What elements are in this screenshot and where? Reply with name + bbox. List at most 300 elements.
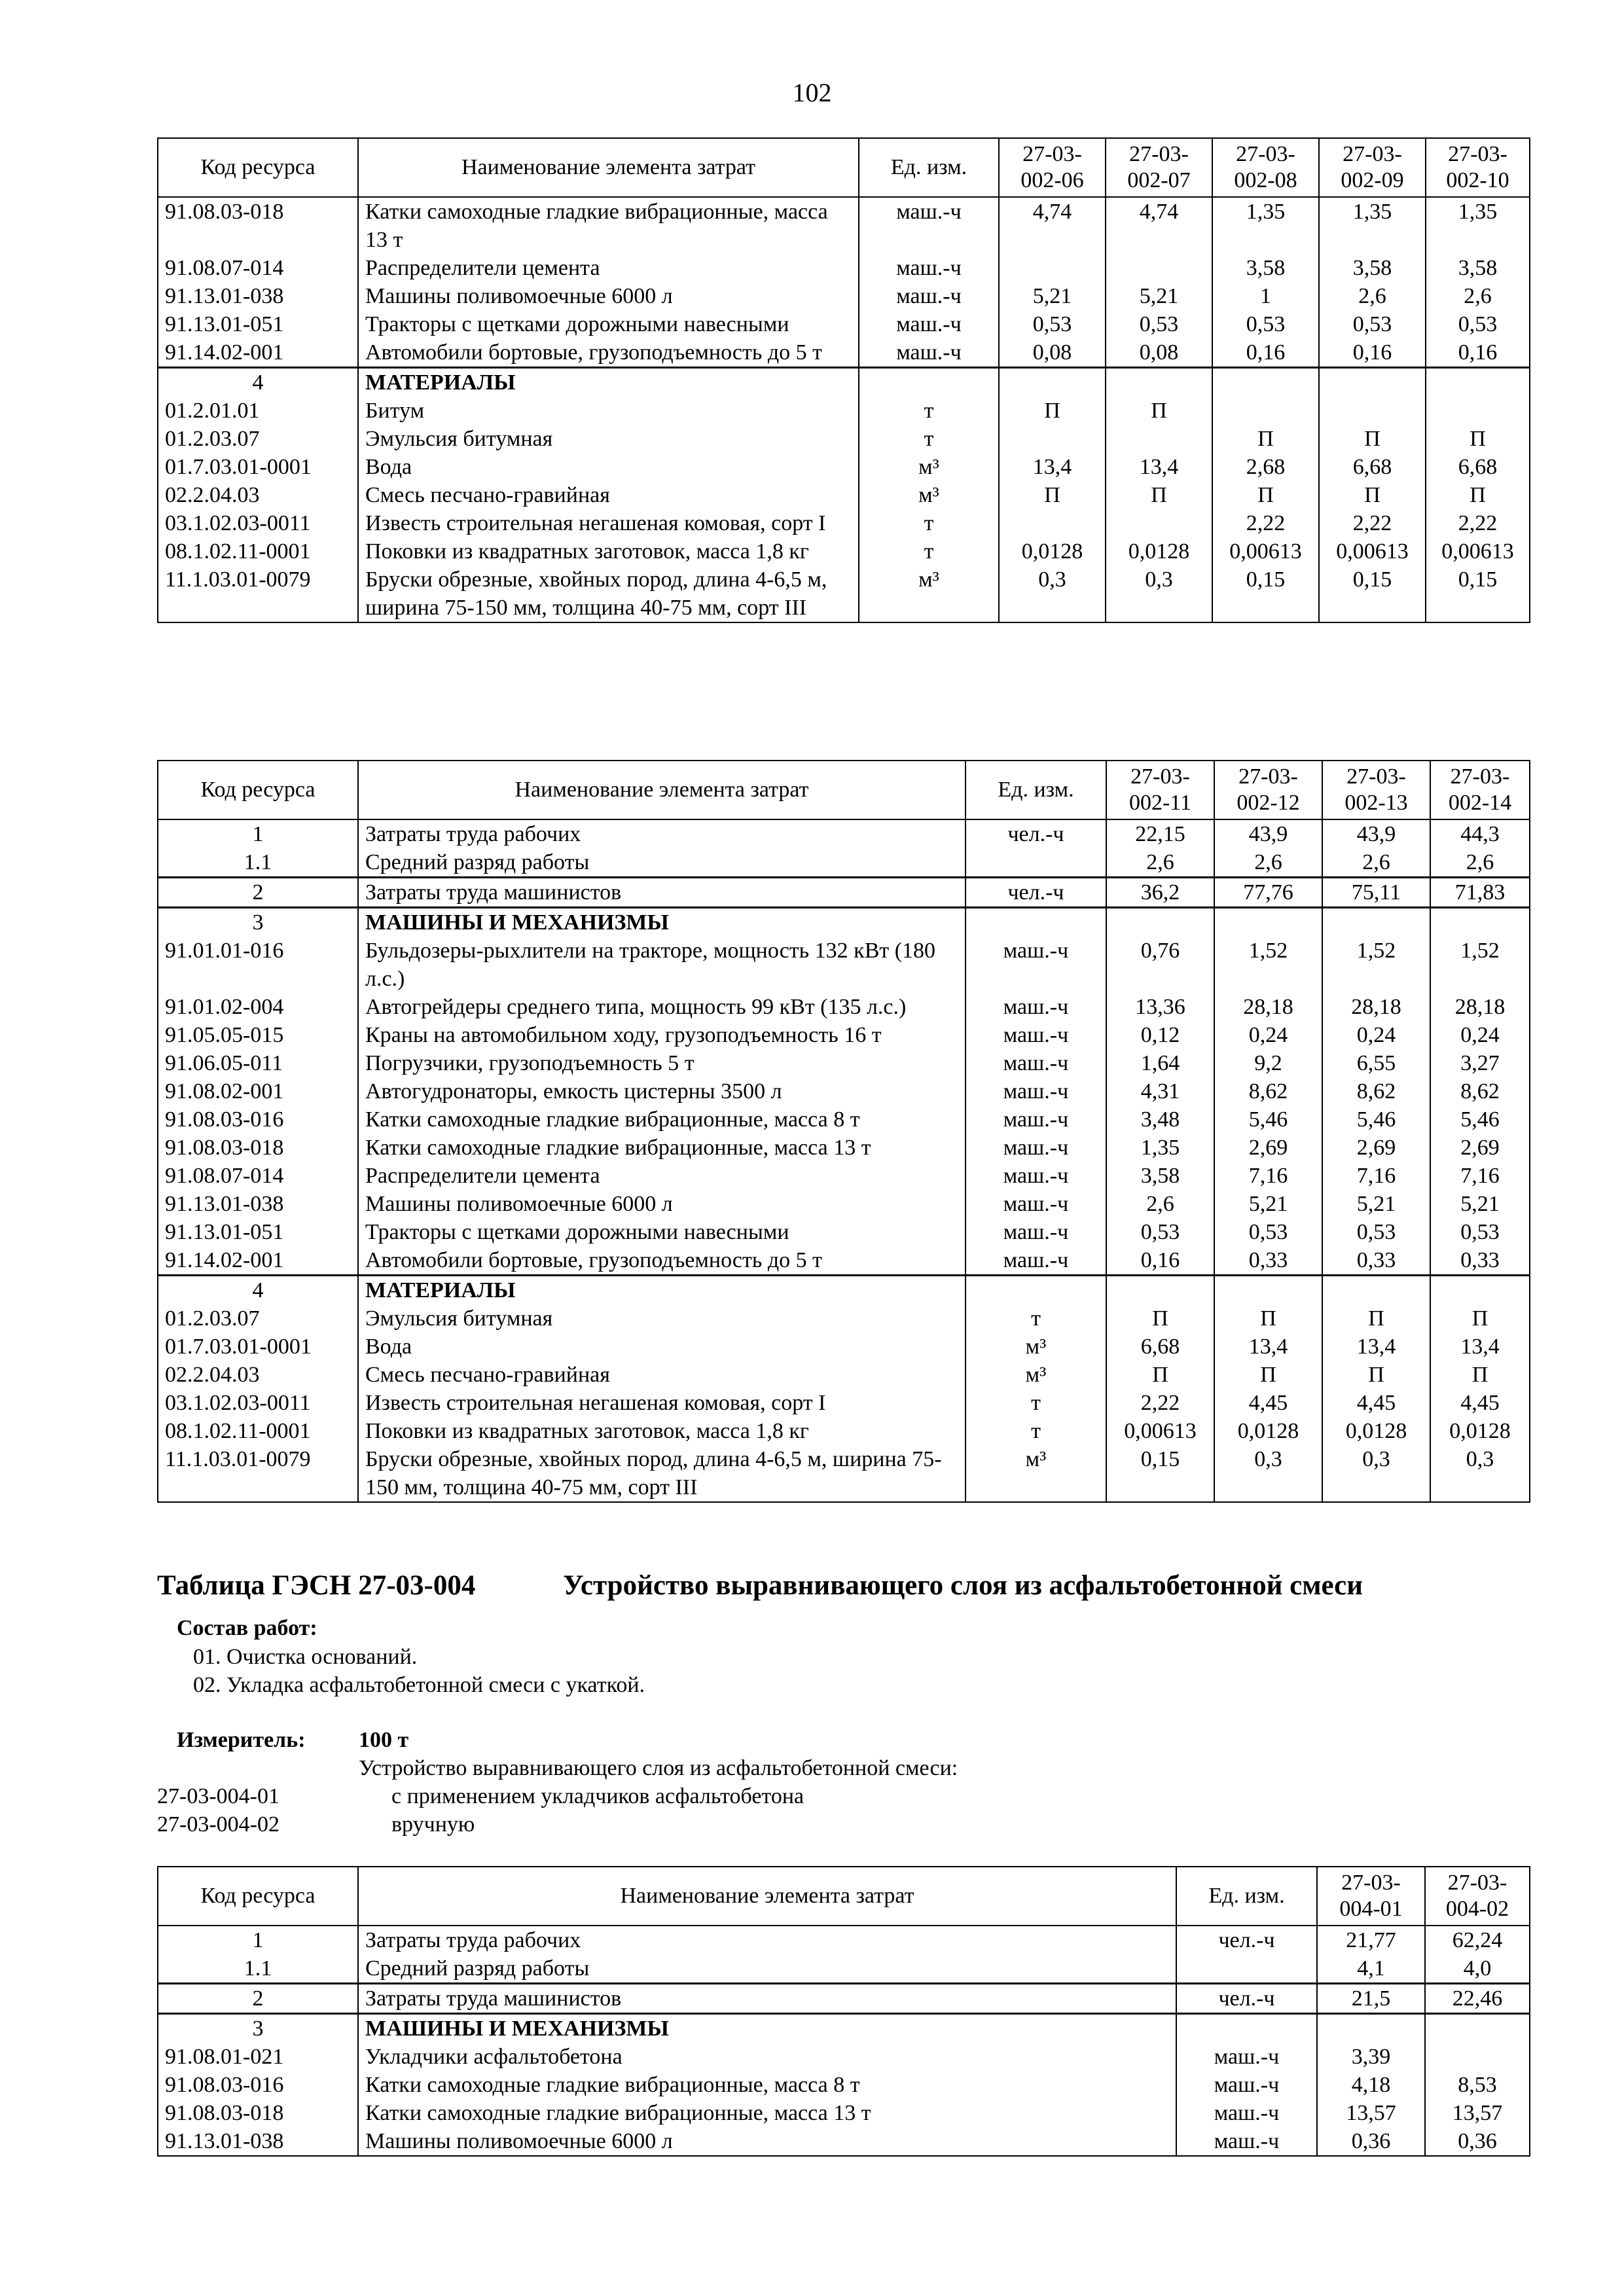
- value-cell: 5,46: [1322, 1105, 1430, 1134]
- value-cell: 2,6: [1430, 848, 1530, 878]
- value-cell: 0,24: [1430, 1021, 1530, 1049]
- table-row: [158, 310, 1530, 338]
- unit-cell: маш.-ч: [965, 993, 1106, 1021]
- table-row: [158, 425, 1530, 453]
- variant-text-1: с применением укладчиков асфальтобетона: [391, 1784, 804, 1808]
- value-cell: 5,21: [999, 282, 1106, 310]
- unit-cell: [965, 848, 1106, 878]
- table-row: [158, 937, 1530, 993]
- value-cell: 0,0128: [1430, 1417, 1530, 1445]
- value-cell: [1106, 425, 1212, 453]
- resource-name: Катки самоходные гладкие вибрационные, масса 8 т: [358, 1105, 965, 1134]
- header-name: Наименование элемента затрат: [358, 761, 965, 819]
- resource-code: 91.01.01-016: [158, 937, 358, 993]
- value-cell: 0,0128: [1322, 1417, 1430, 1445]
- value-cell: 4,0: [1425, 1954, 1530, 1984]
- header-code: Код ресурса: [158, 138, 358, 197]
- value-cell: [1212, 368, 1319, 397]
- resource-name: Затраты труда рабочих: [358, 819, 965, 848]
- value-cell: 8,62: [1322, 1077, 1430, 1105]
- table-row: [158, 1162, 1530, 1190]
- table-label: Таблица ГЭСН 27-03-004: [157, 1570, 476, 1601]
- resource-name: МАТЕРИАЛЫ: [358, 1276, 965, 1305]
- header-unit: Ед. изм.: [1176, 1867, 1317, 1926]
- value-cell: 7,16: [1322, 1162, 1430, 1190]
- resource-name: Средний разряд работы: [358, 1954, 1176, 1984]
- work-heading: Состав работ:: [177, 1616, 317, 1640]
- value-cell: [999, 425, 1106, 453]
- resource-code: 91.08.03-018: [158, 2099, 358, 2127]
- value-cell: П: [1426, 425, 1530, 453]
- value-cell: [1319, 397, 1426, 425]
- table-row: [158, 1218, 1530, 1246]
- resource-name: Распределители цемента: [358, 1162, 965, 1190]
- unit-cell: чел.-ч: [1176, 1984, 1317, 2014]
- value-cell: 21,5: [1317, 1984, 1425, 2014]
- value-cell: [1106, 509, 1212, 537]
- resource-code: 01.2.01.01: [158, 397, 358, 425]
- resource-code: 4: [158, 368, 358, 397]
- resource-code: 2: [158, 1984, 358, 2014]
- resource-code: 91.13.01-051: [158, 310, 358, 338]
- value-cell: П: [999, 481, 1106, 509]
- value-cell: 13,4: [999, 453, 1106, 481]
- value-cell: 4,45: [1322, 1389, 1430, 1417]
- resource-name: Машины поливомоечные 6000 л: [358, 1190, 965, 1218]
- unit-cell: маш.-ч: [859, 254, 999, 282]
- table-row: [158, 1445, 1530, 1502]
- resource-name: Машины поливомоечные 6000 л: [358, 282, 859, 310]
- table-row: [158, 819, 1530, 848]
- value-cell: 13,4: [1430, 1333, 1530, 1361]
- resource-name: Укладчики асфальтобетона: [358, 2043, 1176, 2071]
- value-cell: 0,3: [1322, 1445, 1430, 1502]
- resource-name: Бруски обрезные, хвойных пород, длина 4-6,5 м, ширина 75-150 мм, толщина 40-75 мм, сорт III: [358, 565, 859, 622]
- resource-code: 91.08.07-014: [158, 1162, 358, 1190]
- resource-code: 01.7.03.01-0001: [158, 453, 358, 481]
- unit-cell: маш.-ч: [965, 1021, 1106, 1049]
- value-cell: 1: [1212, 282, 1319, 310]
- unit-cell: т: [859, 425, 999, 453]
- value-cell: 1,52: [1214, 937, 1322, 993]
- value-cell: 1,35: [1426, 197, 1530, 254]
- resource-table-002-06-10: [157, 137, 1530, 623]
- resource-name: Катки самоходные гладкие вибрационные, масса 13 т: [358, 2099, 1176, 2127]
- value-cell: 0,16: [1426, 338, 1530, 368]
- resource-code: 91.05.05-015: [158, 1021, 358, 1049]
- value-cell: 5,46: [1214, 1105, 1322, 1134]
- unit-cell: т: [859, 537, 999, 565]
- column-header: 27-03- 002-13: [1322, 761, 1430, 819]
- resource-code: 08.1.02.11-0001: [158, 1417, 358, 1445]
- resource-name: Катки самоходные гладкие вибрационные, масса 13 т: [358, 1134, 965, 1162]
- resource-name: Автогудронаторы, емкость цистерны 3500 л: [358, 1077, 965, 1105]
- resource-name: Затраты труда машинистов: [358, 1984, 1176, 2014]
- column-header: 27-03- 002-06: [999, 138, 1106, 197]
- unit-cell: чел.-ч: [965, 819, 1106, 848]
- resource-name: Бульдозеры-рыхлители на тракторе, мощность 132 кВт (180 л.с.): [358, 937, 965, 993]
- resource-code: 91.14.02-001: [158, 1246, 358, 1276]
- unit-cell: м³: [965, 1445, 1106, 1502]
- resource-code: 91.13.01-051: [158, 1218, 358, 1246]
- value-cell: 9,2: [1214, 1049, 1322, 1077]
- measure-description: Устройство выравнивающего слоя из асфальтобетонной смеси:: [359, 1756, 958, 1780]
- value-cell: 0,00613: [1106, 1417, 1214, 1445]
- resource-code: 3: [158, 2014, 358, 2043]
- value-cell: 4,74: [1106, 197, 1212, 254]
- value-cell: 0,53: [999, 310, 1106, 338]
- value-cell: [1425, 2043, 1530, 2071]
- resource-code: 91.08.03-018: [158, 1134, 358, 1162]
- unit-cell: т: [859, 397, 999, 425]
- value-cell: [1430, 908, 1530, 937]
- resource-name: Автомобили бортовые, грузоподъемность до 5 т: [358, 1246, 965, 1276]
- unit-cell: [965, 908, 1106, 937]
- resource-name: Известь строительная негашеная комовая, сорт I: [358, 1389, 965, 1417]
- value-cell: 0,24: [1214, 1021, 1322, 1049]
- value-cell: 5,21: [1106, 282, 1212, 310]
- value-cell: 0,00613: [1426, 537, 1530, 565]
- value-cell: 4,45: [1214, 1389, 1322, 1417]
- value-cell: П: [1322, 1361, 1430, 1389]
- table-row: [158, 2127, 1530, 2156]
- value-cell: 2,68: [1212, 453, 1319, 481]
- measure-label: Измеритель:: [177, 1728, 306, 1752]
- value-cell: 0,08: [1106, 338, 1212, 368]
- resource-code: 01.7.03.01-0001: [158, 1333, 358, 1361]
- table-row: [158, 1389, 1530, 1417]
- unit-cell: маш.-ч: [1176, 2099, 1317, 2127]
- table-title: Устройство выравнивающего слоя из асфальтобетонной смеси: [563, 1570, 1363, 1601]
- resource-code: 91.08.02-001: [158, 1077, 358, 1105]
- value-cell: [1214, 1276, 1322, 1305]
- value-cell: [1214, 908, 1322, 937]
- column-header: 27-03- 002-07: [1106, 138, 1212, 197]
- work-item-1: 01. Очистка оснований.: [193, 1645, 418, 1669]
- unit-cell: т: [859, 509, 999, 537]
- value-cell: 0,0128: [1106, 537, 1212, 565]
- unit-cell: маш.-ч: [965, 1190, 1106, 1218]
- value-cell: 0,3: [1430, 1445, 1530, 1502]
- value-cell: 5,21: [1214, 1190, 1322, 1218]
- table-row: [158, 453, 1530, 481]
- value-cell: 2,6: [1106, 1190, 1214, 1218]
- value-cell: [1106, 908, 1214, 937]
- unit-cell: маш.-ч: [965, 1077, 1106, 1105]
- resource-name: Вода: [358, 1333, 965, 1361]
- table-row: [158, 1276, 1530, 1305]
- value-cell: 13,4: [1214, 1333, 1322, 1361]
- value-cell: [1106, 368, 1212, 397]
- value-cell: П: [1106, 1361, 1214, 1389]
- value-cell: П: [999, 397, 1106, 425]
- resource-code: 91.08.01-021: [158, 2043, 358, 2071]
- value-cell: [1212, 397, 1319, 425]
- value-cell: 28,18: [1430, 993, 1530, 1021]
- value-cell: 2,69: [1322, 1134, 1430, 1162]
- resource-code: 91.13.01-038: [158, 1190, 358, 1218]
- unit-cell: [1176, 1954, 1317, 1984]
- value-cell: 0,53: [1426, 310, 1530, 338]
- section-title: [157, 1570, 1363, 1602]
- unit-cell: чел.-ч: [1176, 1926, 1317, 1954]
- value-cell: 0,53: [1322, 1218, 1430, 1246]
- value-cell: П: [1212, 425, 1319, 453]
- value-cell: П: [1214, 1304, 1322, 1333]
- table-row: [158, 1190, 1530, 1218]
- resource-name: Катки самоходные гладкие вибрационные, масса 13 т: [358, 197, 859, 254]
- resource-name: Распределители цемента: [358, 254, 859, 282]
- value-cell: 0,33: [1430, 1246, 1530, 1276]
- table-row: [158, 282, 1530, 310]
- value-cell: 0,36: [1425, 2127, 1530, 2156]
- resource-name: Тракторы с щетками дорожными навесными: [358, 1218, 965, 1246]
- resource-name: Смесь песчано-гравийная: [358, 1361, 965, 1389]
- value-cell: 1,64: [1106, 1049, 1214, 1077]
- resource-name: Средний разряд работы: [358, 848, 965, 878]
- value-cell: 2,69: [1214, 1134, 1322, 1162]
- value-cell: 2,6: [1214, 848, 1322, 878]
- table-row: [158, 481, 1530, 509]
- value-cell: [999, 254, 1106, 282]
- value-cell: 0,76: [1106, 937, 1214, 993]
- value-cell: 6,68: [1106, 1333, 1214, 1361]
- variant-code-2: 27-03-004-02: [157, 1812, 280, 1837]
- value-cell: 13,57: [1317, 2099, 1425, 2127]
- value-cell: 0,3: [1214, 1445, 1322, 1502]
- resource-name: Поковки из квадратных заготовок, масса 1,8 кг: [358, 1417, 965, 1445]
- unit-cell: маш.-ч: [965, 1162, 1106, 1190]
- value-cell: 3,58: [1319, 254, 1426, 282]
- unit-cell: маш.-ч: [859, 338, 999, 368]
- value-cell: 4,1: [1317, 1954, 1425, 1984]
- header-name: Наименование элемента затрат: [358, 138, 859, 197]
- resource-code: 11.1.03.01-0079: [158, 1445, 358, 1502]
- header-code: Код ресурса: [158, 1867, 358, 1926]
- value-cell: 36,2: [1106, 878, 1214, 908]
- resource-code: 1.1: [158, 1954, 358, 1984]
- value-cell: П: [1430, 1304, 1530, 1333]
- value-cell: 0,3: [1106, 565, 1212, 622]
- resource-table-002-11-14: [157, 760, 1530, 1503]
- value-cell: [1106, 254, 1212, 282]
- table-row: [158, 1984, 1530, 2014]
- column-header: 27-03- 002-12: [1214, 761, 1322, 819]
- value-cell: [999, 368, 1106, 397]
- value-cell: 2,6: [1322, 848, 1430, 878]
- unit-cell: маш.-ч: [859, 282, 999, 310]
- value-cell: 0,0128: [999, 537, 1106, 565]
- table-row: [158, 1333, 1530, 1361]
- value-cell: 4,45: [1430, 1389, 1530, 1417]
- resource-name: Краны на автомобильном ходу, грузоподъемность 16 т: [358, 1021, 965, 1049]
- unit-cell: [965, 1276, 1106, 1305]
- resource-name: Автогрейдеры среднего типа, мощность 99 кВт (135 л.с.): [358, 993, 965, 1021]
- value-cell: 0,53: [1106, 1218, 1214, 1246]
- table-row: [158, 1954, 1530, 1984]
- value-cell: 28,18: [1322, 993, 1430, 1021]
- unit-cell: [1176, 2014, 1317, 2043]
- resource-name: Затраты труда машинистов: [358, 878, 965, 908]
- resource-name: Машины поливомоечные 6000 л: [358, 2127, 1176, 2156]
- column-header: 27-03- 002-10: [1426, 138, 1530, 197]
- resource-code: 91.06.05-011: [158, 1049, 358, 1077]
- resource-code: 1: [158, 1926, 358, 1954]
- value-cell: 13,4: [1106, 453, 1212, 481]
- column-header: 27-03- 004-01: [1317, 1867, 1425, 1926]
- value-cell: 75,11: [1322, 878, 1430, 908]
- table-row: [158, 368, 1530, 397]
- value-cell: 0,08: [999, 338, 1106, 368]
- header-unit: Ед. изм.: [965, 761, 1106, 819]
- value-cell: 0,33: [1322, 1246, 1430, 1276]
- value-cell: 2,22: [1426, 509, 1530, 537]
- value-cell: 6,68: [1426, 453, 1530, 481]
- value-cell: 21,77: [1317, 1926, 1425, 1954]
- table-row: [158, 197, 1530, 254]
- unit-cell: маш.-ч: [859, 310, 999, 338]
- value-cell: 0,15: [1319, 565, 1426, 622]
- column-header: 27-03- 002-09: [1319, 138, 1426, 197]
- table-row: [158, 338, 1530, 368]
- value-cell: 2,22: [1319, 509, 1426, 537]
- resource-name: Вода: [358, 453, 859, 481]
- resource-name: МАШИНЫ И МЕХАНИЗМЫ: [358, 908, 965, 937]
- value-cell: [1430, 1276, 1530, 1305]
- value-cell: 5,21: [1322, 1190, 1430, 1218]
- value-cell: 2,69: [1430, 1134, 1530, 1162]
- value-cell: 44,3: [1430, 819, 1530, 848]
- value-cell: 2,22: [1106, 1389, 1214, 1417]
- resource-name: Эмульсия битумная: [358, 425, 859, 453]
- resource-name: Погрузчики, грузоподъемность 5 т: [358, 1049, 965, 1077]
- value-cell: П: [1212, 481, 1319, 509]
- unit-cell: маш.-ч: [1176, 2043, 1317, 2071]
- resource-name: Поковки из квадратных заготовок, масса 1,8 кг: [358, 537, 859, 565]
- value-cell: 0,3: [999, 565, 1106, 622]
- value-cell: 7,16: [1430, 1162, 1530, 1190]
- value-cell: 77,76: [1214, 878, 1322, 908]
- value-cell: 0,53: [1430, 1218, 1530, 1246]
- table-row: [158, 848, 1530, 878]
- table-row: [158, 397, 1530, 425]
- value-cell: [1322, 1276, 1430, 1305]
- value-cell: 0,16: [1106, 1246, 1214, 1276]
- value-cell: 0,53: [1212, 310, 1319, 338]
- value-cell: 5,46: [1430, 1105, 1530, 1134]
- resource-code: 03.1.02.03-0011: [158, 509, 358, 537]
- work-item-2: 02. Укладка асфальтобетонной смеси с укаткой.: [193, 1673, 645, 1697]
- value-cell: 8,62: [1430, 1077, 1530, 1105]
- value-cell: 0,0128: [1214, 1417, 1322, 1445]
- column-header: 27-03- 002-11: [1106, 761, 1214, 819]
- value-cell: [1426, 397, 1530, 425]
- table-row: [158, 1021, 1530, 1049]
- table-row: [158, 1077, 1530, 1105]
- table-row: [158, 908, 1530, 937]
- value-cell: 1,52: [1322, 937, 1430, 993]
- resource-code: 2: [158, 878, 358, 908]
- unit-cell: маш.-ч: [965, 937, 1106, 993]
- value-cell: П: [1106, 1304, 1214, 1333]
- resource-code: 91.08.03-016: [158, 2071, 358, 2099]
- measure-value: 100 т: [359, 1728, 409, 1752]
- value-cell: [999, 509, 1106, 537]
- value-cell: 8,62: [1214, 1077, 1322, 1105]
- value-cell: П: [1319, 481, 1426, 509]
- value-cell: 0,15: [1106, 1445, 1214, 1502]
- resource-name: МАШИНЫ И МЕХАНИЗМЫ: [358, 2014, 1176, 2043]
- value-cell: [1426, 368, 1530, 397]
- value-cell: П: [1106, 481, 1212, 509]
- unit-cell: маш.-ч: [965, 1105, 1106, 1134]
- column-header: 27-03- 002-08: [1212, 138, 1319, 197]
- unit-cell: маш.-ч: [1176, 2071, 1317, 2099]
- value-cell: [1106, 1276, 1214, 1305]
- value-cell: 0,53: [1106, 310, 1212, 338]
- table-row: [158, 1417, 1530, 1445]
- resource-name: Смесь песчано-гравийная: [358, 481, 859, 509]
- unit-cell: м³: [859, 565, 999, 622]
- table-row: [158, 1246, 1530, 1276]
- page-number: 102: [792, 78, 832, 107]
- value-cell: 0,12: [1106, 1021, 1214, 1049]
- table-row: [158, 2071, 1530, 2099]
- value-cell: [1322, 908, 1430, 937]
- table-row: [158, 509, 1530, 537]
- value-cell: 0,53: [1319, 310, 1426, 338]
- value-cell: 4,18: [1317, 2071, 1425, 2099]
- resource-name: Бруски обрезные, хвойных пород, длина 4-6,5 м, ширина 75-150 мм, толщина 40-75 мм, сорт III: [358, 1445, 965, 1502]
- unit-cell: маш.-ч: [965, 1218, 1106, 1246]
- value-cell: 22,15: [1106, 819, 1214, 848]
- table-row: [158, 1361, 1530, 1389]
- value-cell: 22,46: [1425, 1984, 1530, 2014]
- value-cell: 1,35: [1319, 197, 1426, 254]
- value-cell: 0,53: [1214, 1218, 1322, 1246]
- resource-name: Эмульсия битумная: [358, 1304, 965, 1333]
- value-cell: 2,6: [1426, 282, 1530, 310]
- unit-cell: маш.-ч: [965, 1134, 1106, 1162]
- value-cell: [1317, 2014, 1425, 2043]
- resource-code: 3: [158, 908, 358, 937]
- resource-code: 91.01.02-004: [158, 993, 358, 1021]
- unit-cell: маш.-ч: [1176, 2127, 1317, 2156]
- value-cell: П: [1322, 1304, 1430, 1333]
- unit-cell: маш.-ч: [859, 197, 999, 254]
- value-cell: 28,18: [1214, 993, 1322, 1021]
- resource-name: Известь строительная негашеная комовая, сорт I: [358, 509, 859, 537]
- value-cell: 0,15: [1212, 565, 1319, 622]
- value-cell: 6,55: [1322, 1049, 1430, 1077]
- value-cell: 71,83: [1430, 878, 1530, 908]
- value-cell: 62,24: [1425, 1926, 1530, 1954]
- resource-name: Автомобили бортовые, грузоподъемность до 5 т: [358, 338, 859, 368]
- header-name: Наименование элемента затрат: [358, 1867, 1176, 1926]
- resource-name: Тракторы с щетками дорожными навесными: [358, 310, 859, 338]
- resource-table-004: [157, 1866, 1530, 2157]
- value-cell: 0,00613: [1212, 537, 1319, 565]
- value-cell: 0,16: [1212, 338, 1319, 368]
- value-cell: 3,39: [1317, 2043, 1425, 2071]
- value-cell: 43,9: [1322, 819, 1430, 848]
- resource-code: 4: [158, 1276, 358, 1305]
- value-cell: 5,21: [1430, 1190, 1530, 1218]
- value-cell: 2,6: [1319, 282, 1426, 310]
- resource-name: Катки самоходные гладкие вибрационные, масса 8 т: [358, 2071, 1176, 2099]
- value-cell: 3,48: [1106, 1105, 1214, 1134]
- table-row: [158, 565, 1530, 622]
